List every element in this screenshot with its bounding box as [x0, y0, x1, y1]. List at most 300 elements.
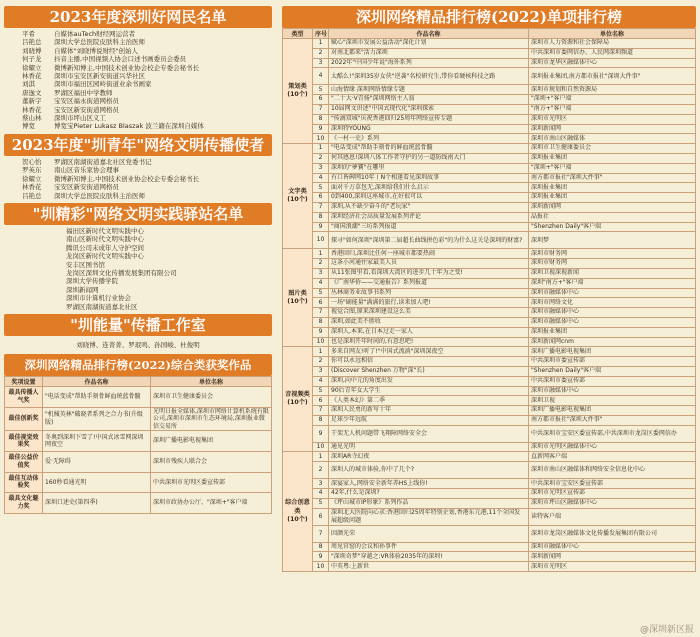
row-number: 10 — [313, 442, 329, 452]
unit-name: 深圳市网络文化 — [529, 298, 696, 308]
work-title: 深圳,如此美不胜收 — [329, 317, 529, 327]
award-unit: 光明日报全媒体,深圳市网络计算机系统有限公司,深圳市深圳市生态环境局,深圳报业微信交易所 — [151, 407, 272, 431]
unit-name: 深圳广播电影电视集团 — [529, 347, 696, 357]
person-desc: 南山区音乐家协会理事 — [54, 166, 119, 175]
unit-name: 深圳市融媒体中心 — [529, 288, 696, 298]
person-desc: 深圳市坪山区义工 — [54, 114, 106, 123]
award-unit: 中共深圳市光明区委宣传部 — [151, 472, 272, 493]
unit-name: 深圳市融媒体中心 — [529, 308, 696, 318]
person-desc: 博宽宝Pieter Lukasz Blaszak 波兰籍在深圳自媒体 — [54, 122, 204, 131]
row-number: 8 — [313, 212, 329, 222]
ranking-row — [283, 249, 696, 259]
work-title: 山海情缘 深圳网络情缘专题 — [329, 85, 529, 95]
row-number: 10 — [313, 134, 329, 144]
unit-name: 深圳市卫生健康委员会 — [529, 144, 696, 154]
ranking-row — [283, 415, 696, 425]
row-number: 3 — [313, 268, 329, 278]
ranking-row — [283, 542, 696, 552]
work-title: 你可以永远相信 — [329, 357, 529, 367]
person-row — [22, 175, 272, 183]
work-title: "二十大·V青扬"深圳网络主人翁 — [329, 95, 529, 105]
person-desc: 抖音主播,中国视频人协会口述书画委员会委员 — [54, 55, 187, 64]
category-count: (10个) — [287, 297, 308, 305]
work-title: 因颜光荣 — [329, 525, 529, 542]
person-desc: 深圳市福田区园岭街道业余书画家 — [54, 80, 152, 89]
unit-name: 深圳新闻网cnm — [529, 337, 696, 347]
right-column — [282, 6, 696, 572]
work-title: 《坪山城市IP形象》系列作品 — [329, 498, 529, 508]
award-unit: 深圳市卫生健康委员会 — [151, 386, 272, 407]
person-name: 林香花 — [22, 183, 42, 192]
work-title: 90后青年女大学生 — [329, 386, 529, 396]
work-title: 足球少年远航 — [329, 415, 529, 425]
station-item: 福田区新时代文明实践中心 — [66, 226, 144, 235]
person-name: 吕艳总 — [22, 191, 42, 200]
row-number: 5 — [313, 386, 329, 396]
person-desc: 宝安区新安街道网格员 — [54, 183, 119, 192]
ranking-row — [283, 479, 696, 489]
youth-list — [4, 156, 272, 203]
unit-name: 深圳梦 — [529, 232, 696, 249]
work-title: 有口皆碑网10年丨N个相逢看见深圳故事 — [329, 173, 529, 183]
work-title: 丛林商务业故事书系列 — [329, 288, 529, 298]
person-name: 董新宇 — [22, 97, 42, 106]
work-title: 干架无人机问题带飞翔障网络安全会 — [329, 425, 529, 442]
ranking-row — [283, 212, 696, 222]
person-name: 贺心怡 — [22, 157, 42, 166]
person-row — [22, 80, 272, 88]
row-number: 8 — [313, 542, 329, 552]
category-cell — [283, 452, 313, 572]
row-number: 4 — [313, 173, 329, 183]
station-item: 深圳市计算机行业协会 — [66, 294, 131, 303]
person-row — [22, 166, 272, 174]
unit-name: "南方+"客户端 — [529, 104, 696, 114]
unit-name: 深圳市光明区融媒体中心 — [529, 442, 696, 452]
row-number: 8 — [313, 317, 329, 327]
person-desc: 深圳市宝安区新安街道兴华社区 — [54, 72, 145, 81]
work-title: 通见光明 — [329, 442, 529, 452]
person-name: 博宽 — [22, 122, 35, 131]
award-name: 最佳互动体验奖 — [5, 472, 43, 493]
person-desc: 微博新知博主,中国技术创业协会校企专委会秘书长 — [54, 63, 200, 72]
person-desc: 深圳大学总医院皮肤科主治医师 — [54, 191, 145, 200]
unit-name: 深圳市融媒体中心 — [529, 386, 696, 396]
unit-name: 南方都市报社"深圳大件事" — [529, 173, 696, 183]
station-item: 龙岗区新时代文明实践中心 — [66, 252, 144, 261]
ranking-header-unit: 单位名称 — [529, 29, 696, 39]
awards-header-work: 作品名称 — [43, 376, 151, 386]
person-desc: 自媒体auTech财经网运营者 — [54, 30, 136, 38]
ranking-row — [283, 48, 696, 58]
category-count: (10个) — [287, 91, 308, 99]
person-desc: 罗湖区南湖街道嘉北社区党委书记 — [54, 157, 152, 166]
awards-header-unit: 单位名称 — [151, 376, 272, 386]
work-title: "传滴双城"庆祝香港回归25周年网络宣传专题 — [329, 114, 529, 124]
unit-name: 深圳市财务网 — [529, 259, 696, 269]
person-name: 何子龙 — [22, 55, 42, 64]
unit-name: 深圳广播电影电视集团 — [529, 406, 696, 416]
ranking-row — [283, 163, 696, 173]
person-name: 罗英东 — [22, 166, 42, 175]
award-work: "电话变成"帮助手刻骨鲜血统蓝骨髓 — [43, 386, 151, 407]
work-title: 太酷么!"深圳35岁女侠"逆袭"名校研究生,带你看硬核科技之路 — [329, 68, 529, 85]
unit-name: 中共深圳市委网信办、人民网深圳频道 — [529, 48, 696, 58]
ranking-row — [283, 153, 696, 163]
awards-table — [4, 376, 272, 514]
person-row — [22, 106, 272, 114]
ranking-row — [283, 114, 696, 124]
person-name: 蔡山林 — [22, 114, 42, 123]
unit-name: "Shenzhen Daily"客户端 — [529, 222, 696, 232]
award-unit: 深圳市政协办公厅、"深圳+"客户端 — [151, 493, 272, 514]
work-title: 何其感恩!深圳八体工作者守护的另一道防线南大门 — [329, 153, 529, 163]
ranking-row — [283, 173, 696, 183]
unit-name: 深圳市融媒体中心 — [529, 542, 696, 552]
row-number: 10 — [313, 232, 329, 249]
row-number: 5 — [313, 85, 329, 95]
ranking-row — [283, 442, 696, 452]
row-number: 8 — [313, 114, 329, 124]
person-desc: 微博新知博主,中国技术创业协会校企专委会秘书长 — [54, 174, 200, 183]
row-number: 2 — [313, 357, 329, 367]
category-type: 文字类 — [288, 188, 307, 196]
work-title: 10届网文讲述"中国式现代化"深圳探索 — [329, 104, 529, 114]
ranking-row — [283, 327, 696, 337]
unit-name: 深圳市坪山区融媒体中心 — [529, 498, 696, 508]
row-number: 1 — [313, 144, 329, 154]
unit-name: 深圳市人力资源和社会保障局 — [529, 39, 696, 49]
unit-name: 深圳市龙岗区融媒体文化传播发展集团有限公司 — [529, 525, 696, 542]
row-number: 1 — [313, 249, 329, 259]
awards-title: 深圳网络精品排行榜(2022)综合类获奖作品 — [4, 354, 272, 376]
ranking-row — [283, 357, 696, 367]
person-row — [22, 158, 272, 166]
work-title: 深圳,从不缺少奋斗的"老玩家" — [329, 202, 529, 212]
ranking-row — [283, 376, 696, 386]
row-number: 10 — [313, 562, 329, 572]
row-number: 9 — [313, 327, 329, 337]
ranking-row — [283, 396, 696, 406]
award-name: 最具传播人气奖 — [5, 386, 43, 407]
person-name: 刘晓博 — [22, 46, 42, 55]
youth-title: 2023年度"圳青年"网络文明传播使者 — [4, 134, 272, 156]
unit-name: 直新网客户端 — [529, 452, 696, 462]
unit-name: 深圳新闻网 — [529, 124, 696, 134]
row-number: 9 — [313, 222, 329, 232]
person-row — [22, 38, 272, 46]
ranking-row — [283, 183, 696, 193]
work-title: 深圳的"夢寶"在哪里 — [329, 163, 529, 173]
unit-name: 深圳市财务网 — [529, 249, 696, 259]
person-name: 平希 — [22, 30, 35, 38]
unit-name: 深圳报业集团,南方都市报社"深圳大件事" — [529, 68, 696, 85]
work-title: 深圳人民勇的新写十年 — [329, 406, 529, 416]
person-row — [22, 72, 272, 80]
row-number: 6 — [313, 508, 329, 525]
award-row — [5, 493, 272, 514]
award-row — [5, 472, 272, 493]
ranking-row — [283, 366, 696, 376]
work-title: 面对千万草包无,深圳给我们什么启示 — [329, 183, 529, 193]
row-number: 6 — [313, 95, 329, 105]
ranking-row — [283, 298, 696, 308]
ranking-row — [283, 498, 696, 508]
stations-list — [4, 225, 272, 314]
person-desc: 深圳大学总医院皮肤科主治医师 — [54, 38, 145, 47]
award-work: 冬奥到深圳下雪了!中国式冰雪网深圳网夜空 — [43, 431, 151, 452]
ranking-row — [283, 232, 696, 249]
row-number: 2 — [313, 48, 329, 58]
ranking-title: 深圳网络精品排行榜(2022)单项排行榜 — [282, 6, 696, 28]
row-number: 4 — [313, 376, 329, 386]
person-row — [22, 183, 272, 191]
person-row — [22, 30, 272, 38]
row-number: 3 — [313, 366, 329, 376]
row-number: 5 — [313, 183, 329, 193]
work-title: 也是深圳开年时间的,有意思吧! — [329, 337, 529, 347]
unit-name: "深圳+"客户端 — [529, 95, 696, 105]
unit-name: 深圳卫视深视新闻 — [529, 268, 696, 278]
ranking-row — [283, 95, 696, 105]
award-name: 最具文化魅力奖 — [5, 493, 43, 514]
work-title: 《人类本幻》第二季 — [329, 396, 529, 406]
row-number: 5 — [313, 498, 329, 508]
station-item: 南山区新时代文明实践中心 — [66, 235, 144, 244]
person-name: 徐耀立 — [22, 174, 42, 183]
row-number: 6 — [313, 396, 329, 406]
award-name: 最佳视觉效果奖 — [5, 431, 43, 452]
row-number: 5 — [313, 288, 329, 298]
ranking-row — [283, 562, 696, 572]
unit-name: 中共深圳市宝安区委宣传部 — [529, 479, 696, 489]
row-number: 3 — [313, 58, 329, 68]
work-title: 42年,什么是深圳? — [329, 489, 529, 499]
row-number: 4 — [313, 489, 329, 499]
category-cell — [283, 249, 313, 347]
award-work: "机械英林"破晓者系列之合力书(升级版) — [43, 407, 151, 431]
netizens-title: 2023年度深圳好网民名单 — [4, 6, 272, 28]
category-count: (10个) — [287, 399, 308, 407]
person-name: 林香花 — [22, 72, 42, 81]
ranking-row — [283, 462, 696, 479]
unit-name: 深圳市光明区 — [529, 562, 696, 572]
row-number: 9 — [313, 124, 329, 134]
unit-name: 深圳市光明区 — [529, 114, 696, 124]
person-row — [22, 122, 272, 130]
work-title: 对南北都来"活力深圳 — [329, 48, 529, 58]
stations-title: "圳精彩"网络文明实践驿站名单 — [4, 203, 272, 225]
ranking-row — [283, 193, 696, 203]
work-title: (Discover Shenzhen 万物"深"长) — [329, 366, 529, 376]
row-number: 7 — [313, 525, 329, 542]
unit-name: 深圳"南方+"客户端 — [529, 278, 696, 288]
unit-name: "Shenzhen Daily"客户端 — [529, 366, 696, 376]
category-type: 图片类 — [288, 289, 307, 297]
award-row — [5, 386, 272, 407]
work-title: 这条小河通往家最美人员 — [329, 259, 529, 269]
unit-name: 深圳市南山区融媒体 — [529, 134, 696, 144]
watermark-text: @深圳新区报 — [639, 625, 694, 635]
unit-name: 中共深圳市委宣传部 — [529, 357, 696, 367]
unit-name: 深圳报业集团 — [529, 153, 696, 163]
person-name: 林香花 — [22, 105, 42, 114]
row-number: 3 — [313, 163, 329, 173]
ranking-row — [283, 104, 696, 114]
person-name: 徐耀立 — [22, 63, 42, 72]
row-number: 9 — [313, 425, 329, 442]
station-item: 深圳新闻网 — [66, 285, 99, 294]
ranking-row — [283, 58, 696, 68]
work-title: 深圳人,本来,在日本过走一家人 — [329, 327, 529, 337]
work-title: 深宴家人,网络安全新年养HS上线你! — [329, 479, 529, 489]
unit-name: 深圳报业集团 — [529, 327, 696, 337]
unit-name: 南方都市报社"深圳大件事" — [529, 415, 696, 425]
unit-name: 深圳卫视 — [529, 396, 696, 406]
unit-name: 深圳市光明区宣传部 — [529, 489, 696, 499]
unit-name: 读特客户端 — [529, 508, 696, 525]
award-row — [5, 407, 272, 431]
ranking-header-work: 作品名称 — [329, 29, 529, 39]
unit-name: 晶报社 — [529, 212, 696, 222]
ranking-row — [283, 124, 696, 134]
work-title: 深圳特YOUNG — [329, 124, 529, 134]
row-number: 4 — [313, 68, 329, 85]
unit-name: "深圳+"客户端 — [529, 163, 696, 173]
award-name: 最佳创新奖 — [5, 407, 43, 431]
person-row — [22, 47, 272, 55]
unit-name: 中共深圳市宝安区委宣传部,中共深圳市龙岗区委网信办 — [529, 425, 696, 442]
ranking-row — [283, 425, 696, 442]
category-count: (10个) — [287, 196, 308, 204]
person-name: 吕艳总 — [22, 38, 42, 47]
work-title: 深圳经济社会高质量发展系列评论 — [329, 212, 529, 222]
work-title: "电话变成"帮助手刻骨的鲜血统蓝骨髓 — [329, 144, 529, 154]
studio-members: 刘晓博、连菁菁、罗珉鸣、孙国峻、杜俊明 — [76, 340, 200, 349]
row-number: 1 — [313, 452, 329, 462]
award-work: 深圳口述史(第四季) — [43, 493, 151, 514]
row-number: 10 — [313, 337, 329, 347]
row-number: 2 — [313, 259, 329, 269]
work-title: 多来自网友!听了!"中国式流淌"深圳深夜空 — [329, 347, 529, 357]
row-number: 6 — [313, 298, 329, 308]
station-item: 罗湖区南湖街道嘉北社区 — [66, 302, 138, 311]
ranking-table — [282, 28, 696, 572]
row-number: 7 — [313, 104, 329, 114]
ranking-row — [283, 144, 696, 154]
ranking-row — [283, 268, 696, 278]
category-type: 音视频类 — [285, 391, 310, 399]
left-column — [4, 6, 272, 514]
station-item: 腾讯公司未成年人守护空间 — [66, 243, 144, 252]
ranking-header-type: 类型 — [283, 29, 313, 39]
ranking-row — [283, 259, 696, 269]
station-item: 安丰区图书馆 — [66, 260, 105, 269]
award-work: 160秒看通光明 — [43, 472, 151, 493]
work-title: 从11张图里看,看深圳大湾区的进步几十年为之变! — [329, 268, 529, 278]
unit-name: 深圳报业集团 — [529, 183, 696, 193]
person-desc: 自媒体"刘晓博说财经"创始人 — [54, 46, 138, 55]
unit-name: 深圳新闻网 — [529, 202, 696, 212]
ranking-row — [283, 288, 696, 298]
person-row — [22, 192, 272, 200]
award-row — [5, 451, 272, 472]
person-desc: 宝安区福永街道网格员 — [54, 97, 119, 106]
award-work: 爱·无障碍 — [43, 451, 151, 472]
ranking-row — [283, 39, 696, 49]
award-unit: 深圳广播电影电视集团 — [151, 431, 272, 452]
unit-name: 深圳报业集团 — [529, 193, 696, 203]
ranking-row — [283, 386, 696, 396]
work-title: 《一村一史》系列 — [329, 134, 529, 144]
ranking-row — [283, 489, 696, 499]
ranking-row — [283, 278, 696, 288]
ranking-row — [283, 452, 696, 462]
ranking-row — [283, 406, 696, 416]
category-type: 策划类 — [288, 82, 307, 90]
award-row — [5, 431, 272, 452]
row-number: 6 — [313, 193, 329, 203]
work-title: 0到400,深圳这座城市,在好很可以 — [329, 193, 529, 203]
unit-name: 中共深圳市委宣传部 — [529, 376, 696, 386]
ranking-row — [283, 347, 696, 357]
station-item: 龙岗区深圳文化传播发展集团有限公司 — [66, 268, 177, 277]
ranking-row — [283, 552, 696, 562]
category-cell — [283, 347, 313, 452]
awards-header-award: 奖项设置 — [5, 376, 43, 386]
person-desc: 宝安区新安街道网格员 — [54, 105, 119, 114]
ranking-row — [283, 337, 696, 347]
netizens-list — [4, 28, 272, 134]
row-number: 1 — [313, 39, 329, 49]
person-name: 唐逸文 — [22, 88, 42, 97]
unit-name: 深圳市龙华区融媒体中心 — [529, 58, 696, 68]
ranking-row — [283, 308, 696, 318]
work-title: 深圳,向中元的角度出发 — [329, 376, 529, 386]
work-title: 赋心"深圳市发展公益活动"深化计划 — [329, 39, 529, 49]
ranking-row — [283, 68, 696, 85]
unit-name: 深圳市规划和自然资源局 — [529, 85, 696, 95]
work-title: 香港回归,深圳比任何一座城市都要热闹 — [329, 249, 529, 259]
row-number: 3 — [313, 479, 329, 489]
work-title: 深圳北大医院向心求:香港回归25周年特别企划,香港东元港,11个全国发展超级问题 — [329, 508, 529, 525]
person-name: 刘淇 — [22, 80, 35, 89]
row-number: 8 — [313, 415, 329, 425]
person-row — [22, 64, 272, 72]
person-row — [22, 114, 272, 122]
work-title: 一场"刷能量"满满的旅行,读来加人吧! — [329, 298, 529, 308]
person-row — [22, 97, 272, 105]
row-number: 9 — [313, 552, 329, 562]
category-cell — [283, 144, 313, 249]
row-number: 2 — [313, 153, 329, 163]
row-number: 2 — [313, 462, 329, 479]
person-row — [22, 89, 272, 97]
person-row — [22, 55, 272, 63]
row-number: 7 — [313, 202, 329, 212]
work-title: "深圳奇梦"穿越之:VR体验2035年的深圳! — [329, 552, 529, 562]
ranking-row — [283, 222, 696, 232]
work-title: 中英粤:上新世 — [329, 562, 529, 572]
ranking-row — [283, 508, 696, 525]
category-cell — [283, 39, 313, 144]
work-title: 周见官窑的会议和孙事件 — [329, 542, 529, 552]
ranking-row — [283, 85, 696, 95]
work-title: 探寻"如何深圳"深圳第二届超长曲线拼色彩"的为什么这关是深圳的财富? — [329, 232, 529, 249]
work-title: 2022年"中国少年说"海外系列 — [329, 58, 529, 68]
ranking-row — [283, 202, 696, 212]
award-unit: 深圳市残疾人联合会 — [151, 451, 272, 472]
